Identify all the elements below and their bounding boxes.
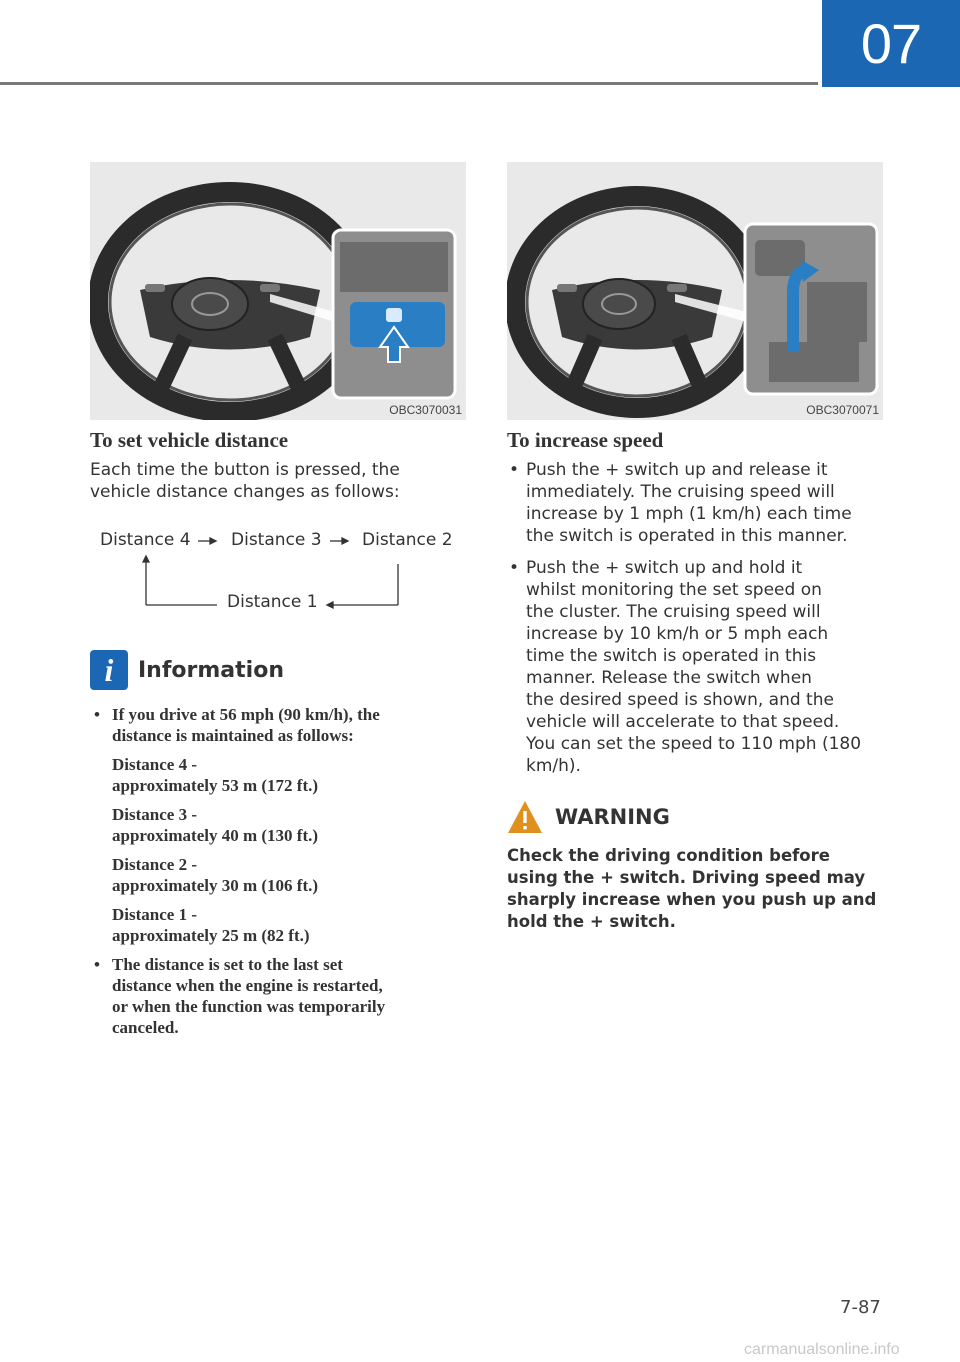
distance-name: Distance 4 -	[112, 755, 197, 774]
text-line: time the switch is operated in this	[526, 646, 817, 666]
distance-2-label: Distance 2	[362, 530, 453, 550]
text-line: distance when the engine is restarted,	[112, 976, 383, 995]
intro-line: vehicle distance changes as follows:	[90, 482, 400, 502]
distance-cycle-diagram	[90, 520, 466, 620]
info-icon: i	[90, 650, 128, 690]
page-number: 7-87	[840, 1297, 881, 1318]
watermark: carmanualsonline.info	[744, 1341, 900, 1358]
text-line: whilst monitoring the set speed on	[526, 580, 822, 600]
figure-plus-switch	[507, 162, 883, 420]
text-line: immediately. The cruising speed will	[526, 482, 835, 502]
distance-value: approximately 40 m (130 ft.)	[112, 826, 319, 845]
distance-value: approximately 53 m (172 ft.)	[112, 776, 319, 795]
text-line: the switch is operated in this manner.	[526, 526, 848, 546]
distance-item-4	[92, 754, 462, 796]
information-list	[92, 704, 462, 1038]
text-line: You can set the speed to 110 mph (180	[526, 734, 862, 754]
distance-4-label: Distance 4	[100, 530, 191, 550]
vehicle-distance-intro	[90, 459, 470, 503]
text-line: vehicle will accelerate to that speed.	[526, 712, 840, 732]
chapter-number: 07	[860, 12, 922, 75]
text-line: or when the function was temporarily	[112, 997, 386, 1016]
text-line: • Push the + switch up and hold it	[526, 558, 803, 578]
distance-name: Distance 1 -	[112, 905, 197, 924]
steering-wheel-switch-illustration	[507, 162, 883, 420]
text-line: the desired speed is shown, and the	[526, 690, 834, 710]
steering-wheel-illustration	[90, 162, 466, 420]
distance-item-1	[92, 904, 462, 946]
increase-speed-list	[507, 459, 882, 787]
text-line: canceled.	[112, 1018, 179, 1037]
intro-line: Each time the button is pressed, the	[90, 460, 400, 480]
text-line: increase by 10 km/h or 5 mph each	[526, 624, 829, 644]
figure-code: OBC3070071	[806, 403, 879, 417]
text-line: increase by 1 mph (1 km/h) each time	[526, 504, 852, 524]
warning-icon	[507, 800, 543, 834]
section-title-increase-speed: To increase speed	[507, 428, 664, 452]
text-line: • Push the + switch up and release it	[526, 460, 828, 480]
figure-distance-button	[90, 162, 466, 420]
section-title-vehicle-distance: To set vehicle distance	[90, 428, 289, 452]
distance-item-3	[92, 804, 462, 846]
distance-value: approximately 30 m (106 ft.)	[112, 876, 319, 895]
information-heading	[90, 650, 284, 690]
distance-name: Distance 2 -	[112, 855, 197, 874]
text-line: the cluster. The cruising speed will	[526, 602, 821, 622]
text-line: Check the driving condition before	[507, 846, 830, 865]
text-line: sharply increase when you push up and	[507, 890, 877, 909]
list-item	[507, 557, 882, 777]
text-line: distance is maintained as follows:	[112, 726, 354, 745]
distance-cycle-arrows	[90, 520, 466, 620]
distance-3-label: Distance 3	[231, 530, 322, 550]
text-line: hold the + switch.	[507, 912, 676, 931]
text-line: km/h).	[526, 756, 581, 776]
text-line: • The distance is set to the last set	[112, 955, 343, 974]
distance-1-label: Distance 1	[227, 592, 318, 612]
list-item	[92, 704, 462, 746]
warning-heading	[507, 797, 670, 837]
text-line: using the + switch. Driving speed may	[507, 868, 866, 887]
distance-item-2	[92, 854, 462, 896]
header-rule	[0, 82, 818, 85]
text-line: manner. Release the switch when	[526, 668, 812, 688]
text-line: • If you drive at 56 mph (90 km/h), the	[112, 705, 380, 724]
warning-title: WARNING	[555, 805, 670, 829]
distance-name: Distance 3 -	[112, 805, 197, 824]
figure-code: OBC3070031	[389, 403, 462, 417]
chapter-tab	[822, 0, 960, 87]
warning-text	[507, 845, 887, 933]
list-item	[507, 459, 882, 547]
information-title: Information	[138, 657, 284, 683]
list-item	[92, 954, 462, 1038]
distance-value: approximately 25 m (82 ft.)	[112, 926, 310, 945]
